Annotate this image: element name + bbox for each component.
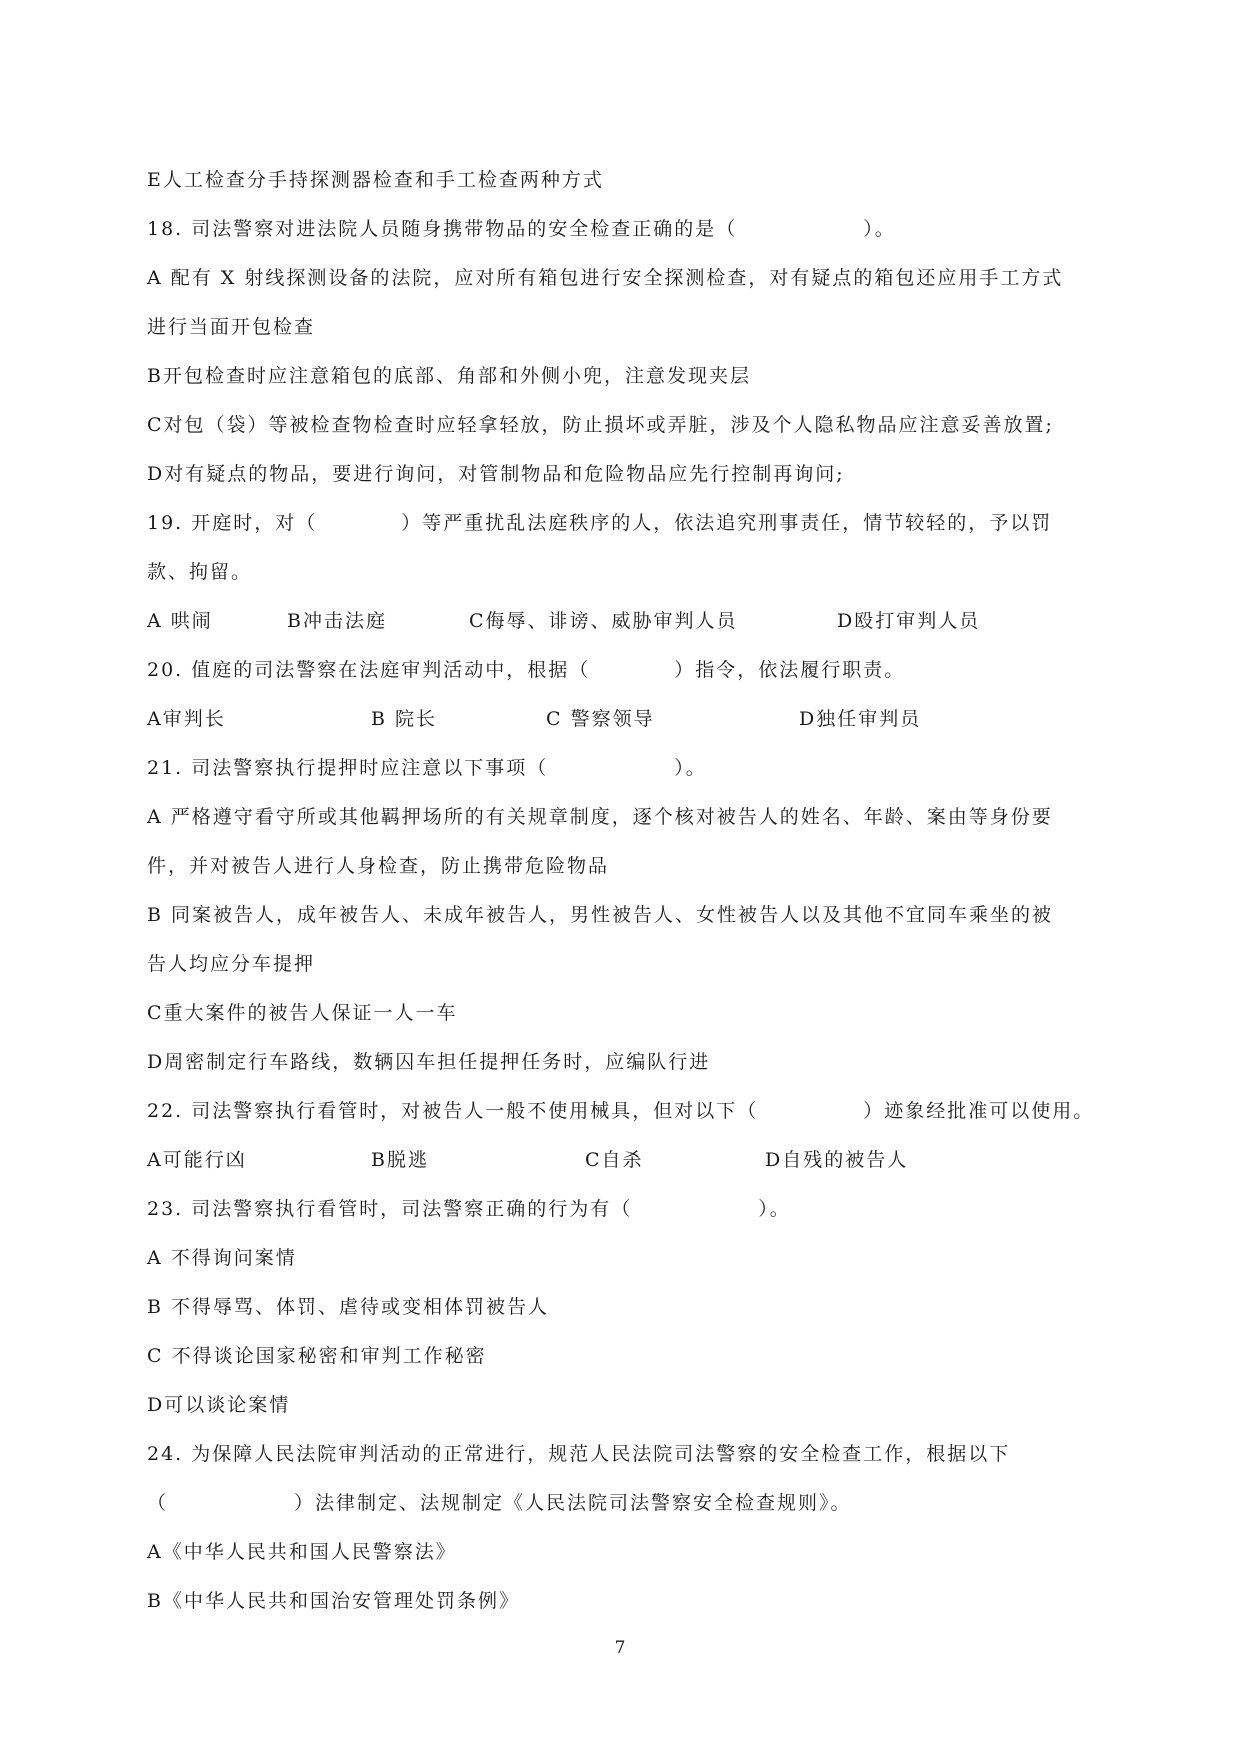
q20-options xyxy=(147,695,1092,744)
question-19: 19. 开庭时，对（ ）等严重扰乱法庭秩序的人，依法追究刑事责任，情节较轻的，予以罚 xyxy=(147,512,1053,534)
document-body xyxy=(147,156,1095,1626)
text-line: D可以谈论案情 xyxy=(147,1394,291,1416)
option: D殴打审判人员 xyxy=(837,610,981,632)
text-line: 件，并对被告人进行人身检查，防止携带危险物品 xyxy=(147,855,610,877)
text-line: D对有疑点的物品，要进行询问，对管制物品和危险物品应先行控制再询问; xyxy=(147,463,845,485)
text-line: E人工检查分手持探测器检查和手工检查两种方式 xyxy=(147,169,604,191)
option: A审判长 xyxy=(147,708,226,730)
text-line: A 不得询问案情 xyxy=(147,1247,297,1269)
question-20: 20. 值庭的司法警察在法庭审判活动中，根据（ ）指令，依法履行职责。 xyxy=(147,659,906,681)
option: B冲击法庭 xyxy=(287,610,387,632)
question-21: 21. 司法警察执行提押时应注意以下事项（ ）。 xyxy=(147,757,707,779)
text-line: 进行当面开包检查 xyxy=(147,316,316,338)
option: C自杀 xyxy=(585,1149,644,1171)
option: A 哄闹 xyxy=(147,610,213,632)
option: D自残的被告人 xyxy=(765,1149,909,1171)
text-line: B 同案被告人，成年被告人、未成年被告人，男性被告人、女性被告人以及其他不宜同车乘坐的被 xyxy=(147,904,1054,926)
text-line: C重大案件的被告人保证一人一车 xyxy=(147,1002,458,1024)
option: C 警察领导 xyxy=(546,708,655,730)
question-18: 18. 司法警察对进法院人员随身携带物品的安全检查正确的是（ ）。 xyxy=(147,218,896,240)
text-line: 款、拘留。 xyxy=(147,561,253,583)
option: B 院长 xyxy=(371,708,438,730)
text-line: B 不得辱骂、体罚、虐待或变相体罚被告人 xyxy=(147,1296,550,1318)
option: B脱逃 xyxy=(371,1149,429,1171)
text-line: C对包（袋）等被检查物检查时应轻拿轻放，防止损坏或弄脏，涉及个人隐私物品应注意妥善放置; xyxy=(147,414,1054,436)
text-line: A 严格遵守看守所或其他羁押场所的有关规章制度，逐个核对被告人的姓名、年龄、案由等身份要 xyxy=(147,806,1053,828)
text-line: D周密制定行车路线，数辆囚车担任提押任务时，应编队行进 xyxy=(147,1051,711,1073)
page-number: 7 xyxy=(614,1638,626,1658)
question-24: 24. 为保障人民法院审判活动的正常进行，规范人民法院司法警察的安全检查工作，根据以下 xyxy=(147,1443,1011,1465)
text-line: A《中华人民共和国人民警察法》 xyxy=(147,1541,457,1563)
text-line: A 配有 X 射线探测设备的法院，应对所有箱包进行安全探测检查，对有疑点的箱包还应用手工方式 xyxy=(147,267,1064,289)
text-line: B《中华人民共和国治安管理处罚条例》 xyxy=(147,1590,520,1612)
question-22: 22. 司法警察执行看管时，对被告人一般不使用械具，但对以下（ ）迹象经批准可以使用。 xyxy=(147,1100,1095,1122)
text-line: B开包检查时应注意箱包的底部、角部和外侧小兜，注意发现夹层 xyxy=(147,365,751,387)
question-23: 23. 司法警察执行看管时，司法警察正确的行为有（ ）。 xyxy=(147,1198,791,1220)
option: C侮辱、诽谤、威胁审判人员 xyxy=(469,610,738,632)
text-line: C 不得谈论国家秘密和审判工作秘密 xyxy=(147,1345,487,1367)
option: D独任审判员 xyxy=(799,708,922,730)
q22-options xyxy=(147,1136,1092,1185)
option: A可能行凶 xyxy=(147,1149,247,1171)
q19-options xyxy=(147,597,1092,646)
text-line: （ ）法律制定、法规制定《人民法院司法警察安全检查规则》。 xyxy=(147,1492,852,1514)
text-line: 告人均应分车提押 xyxy=(147,953,316,975)
